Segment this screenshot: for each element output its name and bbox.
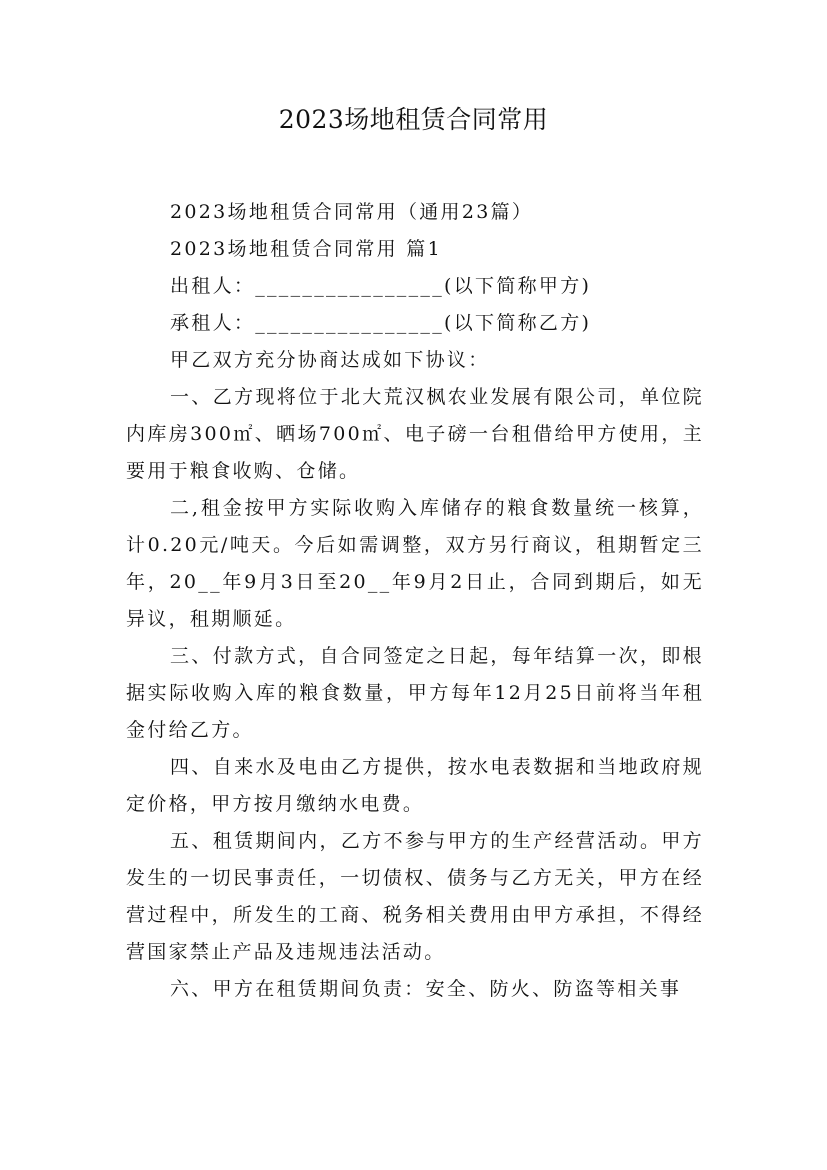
paragraph-subtitle: 2023场地租赁合同常用（通用23篇） xyxy=(170,201,534,223)
document-title: 2023场地租赁合同常用 xyxy=(278,105,549,134)
document-body xyxy=(126,194,704,1008)
paragraph-clause-4: 四、自来水及电由乙方提供，按水电表数据和当地政府规定价格，甲方按月缴纳水电费。 xyxy=(126,756,704,815)
paragraph-clause-1: 一、乙方现将位于北大荒汉枫农业发展有限公司，单位院内库房300㎡、晒场700㎡、电子磅一台租借给甲方使用，主要用于粮食收购、仓储。 xyxy=(126,386,704,482)
paragraph-clause-2: 二,租金按甲方实际收购入库储存的粮食数量统一核算，计0.20元/吨天。今后如需调整，双方另行商议，租期暂定三年，20__年9月3日至20__年9月2日止，合同到期后，如无异议，租期顺延。 xyxy=(126,497,704,630)
paragraph-agreement-intro: 甲乙双方充分协商达成如下协议： xyxy=(170,349,490,371)
paragraph-lessor: 出租人：________________(以下简称甲方) xyxy=(170,275,592,297)
paragraph-section-heading: 2023场地租赁合同常用 篇1 xyxy=(170,238,442,260)
paragraph-lessee: 承租人：________________(以下简称乙方) xyxy=(170,312,592,334)
paragraph-clause-6: 六、甲方在租赁期间负责：安全、防火、防盗等相关事 xyxy=(170,978,682,1000)
paragraph-clause-5: 五、租赁期间内，乙方不参与甲方的生产经营活动。甲方发生的一切民事责任，一切债权、债务与乙方无关，甲方在经营过程中，所发生的工商、税务相关费用由甲方承担，不得经营国家禁止产品及违规违法活动。 xyxy=(126,830,704,963)
paragraph-clause-3: 三、付款方式，自合同签定之日起，每年结算一次，即根据实际收购入库的粮食数量，甲方每年12月25日前将当年租金付给乙方。 xyxy=(126,645,704,741)
